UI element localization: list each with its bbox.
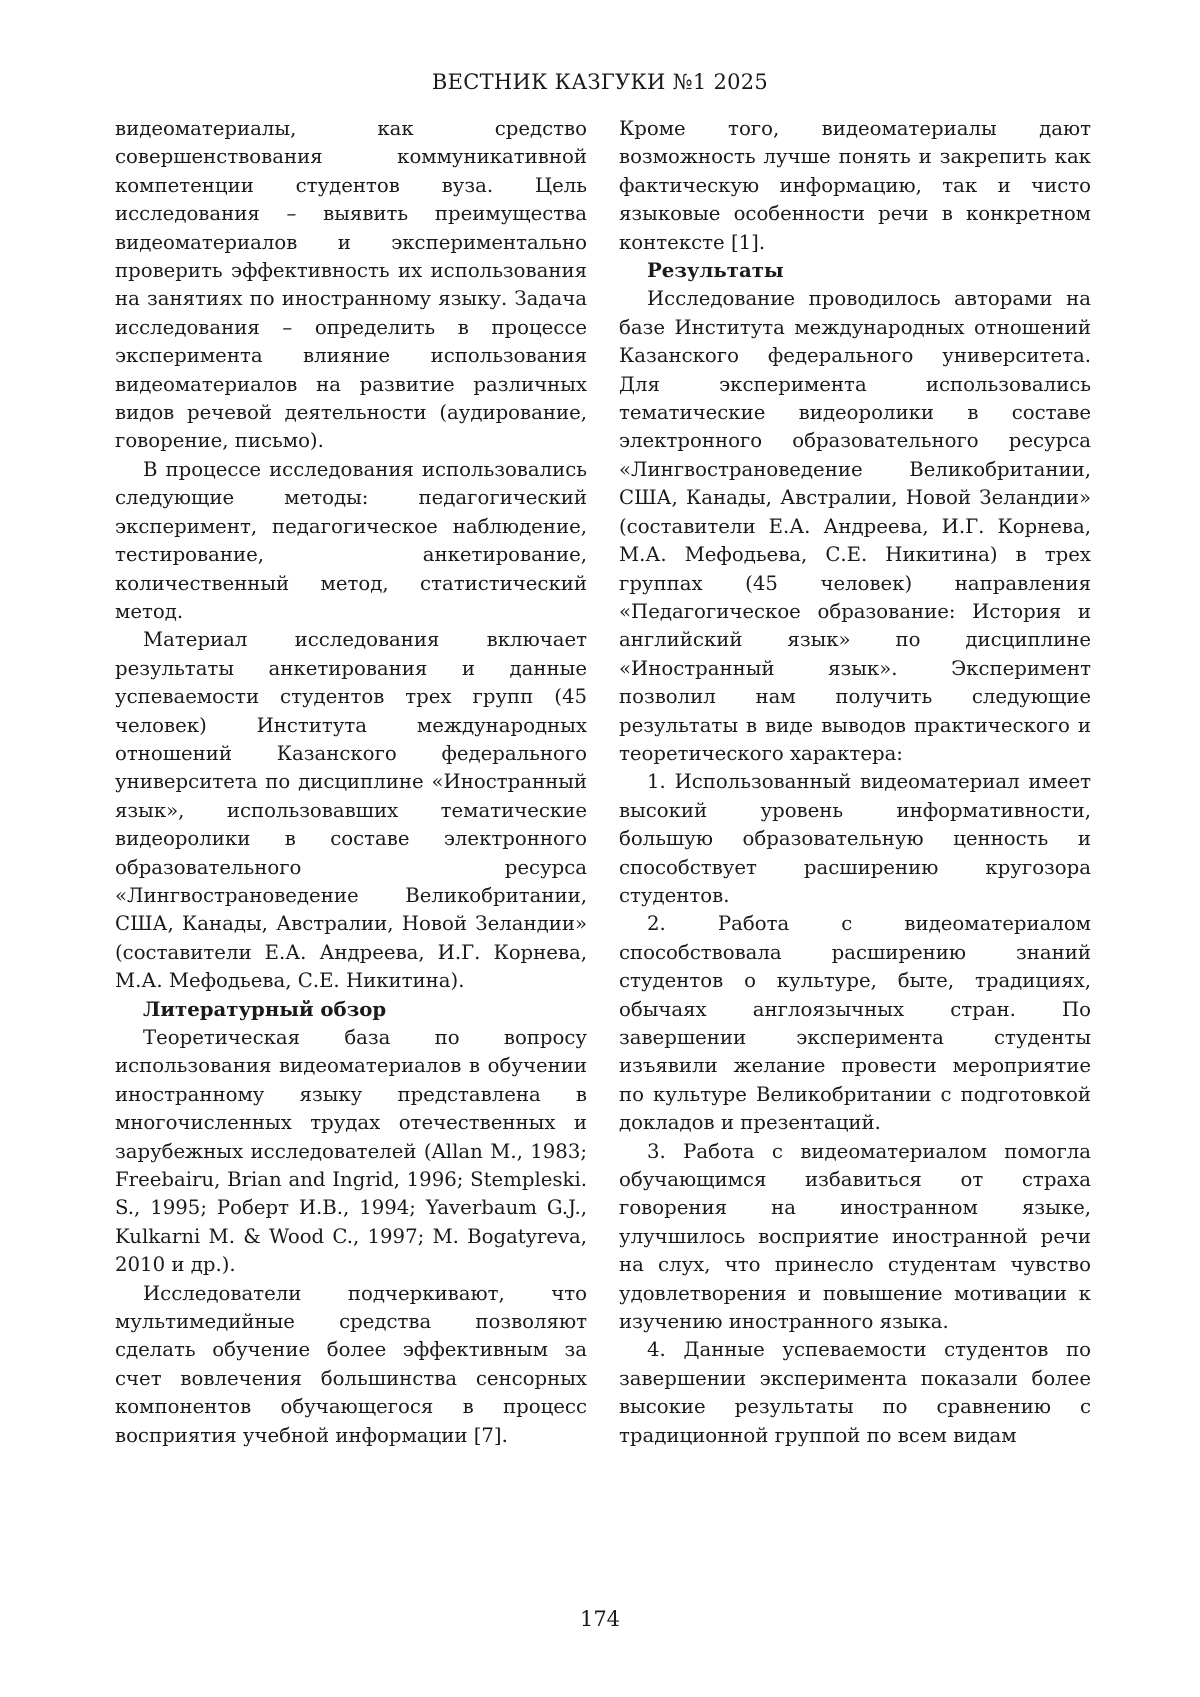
paragraph-continuation: Кроме того, видеоматериалы дают возможность лучше понять и закрепить как фактическую информацию, так и чисто языковые особенности речи в конкретном контексте [1]. bbox=[619, 117, 1091, 254]
running-head: ВЕСТНИК КАЗГУКИ №1 2025 bbox=[431, 70, 769, 94]
heading-literature-review: Литературный обзор bbox=[143, 997, 387, 1021]
page-number: 174 bbox=[579, 1607, 621, 1631]
paragraph-material: Материал исследования включает результаты анкетирования и данные успеваемости студентов трех групп (45 человек) Института международных отношений Казанского федерального университета по дисциплине «Иностранный язык», использовавших тематические видеоролики в составе электронного образовательного ресурса «Лингвострановедение Великобритании, США, Канады, Австралии, Новой Зеландии» (составители Е.А. Андреева, И.Г. Корнева, М.А. Мефодьева, С.Е. Никитина). bbox=[115, 628, 587, 993]
heading-results: Результаты bbox=[647, 259, 784, 283]
paragraph-purpose: видеоматериалы, как средство совершенствования коммуникативной компетенции студентов вуза. Цель исследования – выявить преимущества видеоматериалов и экспериментально проверить эффективность их использования на занятиях по иностранному языку. Задача исследования – определить в процессе эксперимента влияние использования видеоматериалов на развитие различных видов речевой деятельности (аудирование, говорение, письмо). bbox=[115, 117, 587, 453]
result-item-3: 3. Работа с видеоматериалом помогла обучающимся избавиться от страха говорения на иностранном языке, улучшилось восприятие иностранной речи на слух, что принесло студентам чувство удовлетворения и повышение мотивации к изучению иностранного языка. bbox=[619, 1139, 1091, 1334]
left-column bbox=[115, 115, 587, 1450]
result-item-2: 2. Работа с видеоматериалом способствовала расширению знаний студентов о культуре, быте, традициях, обычаях англоязычных стран. По завершении эксперимента студенты изъявили желание провести мероприятие по культуре Великобритании с подготовкой докладов и презентаций. bbox=[619, 912, 1091, 1135]
result-item-4: 4. Данные успеваемости студентов по завершении эксперимента показали более высокие результаты по сравнению с традиционной группой по всем видам bbox=[619, 1338, 1091, 1447]
result-item-1: 1. Использованный видеоматериал имеет высокий уровень информативности, большую образовательную ценность и способствует расширению кругозора студентов. bbox=[619, 770, 1091, 907]
paragraph-methods: В процессе исследования использовались следующие методы: педагогический эксперимент, педагогическое наблюдение, тестирование, анкетирование, количественный метод, статистический метод. bbox=[115, 457, 587, 623]
paragraph-study: Исследование проводилось авторами на базе Института международных отношений Казанского федерального университета. Для эксперимента использовались тематические видеоролики в составе электронного образовательного ресурса «Лингвострановедение Великобритании, США, Канады, Австралии, Новой Зеландии» (составители Е.А. Андреева, И.Г. Корнева, М.А. Мефодьева, С.Е. Никитина) в трех группах (45 человек) направления «Педагогическое образование: История и английский язык» по дисциплине «Иностранный язык». Эксперимент позволил нам получить следующие результаты в виде выводов практического и теоретического характера: bbox=[619, 287, 1091, 765]
paragraph-researchers: Исследователи подчеркивают, что мультимедийные средства позволяют сделать обучение более эффективным за счет вовлечения большинства сенсорных компонентов обучающегося в процесс восприятия учебной информации [7]. bbox=[115, 1281, 587, 1447]
right-column bbox=[619, 115, 1091, 1450]
paragraph-theory: Теоретическая база по вопросу использования видеоматериалов в обучении иностранному языку представлена в многочисленных трудах отечественных и зарубежных исследователей (Allan M., 1983; Freebairu, Brian and Ingrid, 1996; Stempleski. S., 1995; Роберт И.В., 1994; Yaverbaum G.J., Kulkarni M. & Wood C., 1997; M. Bogatyreva, 2010 и др.). bbox=[115, 1026, 587, 1277]
